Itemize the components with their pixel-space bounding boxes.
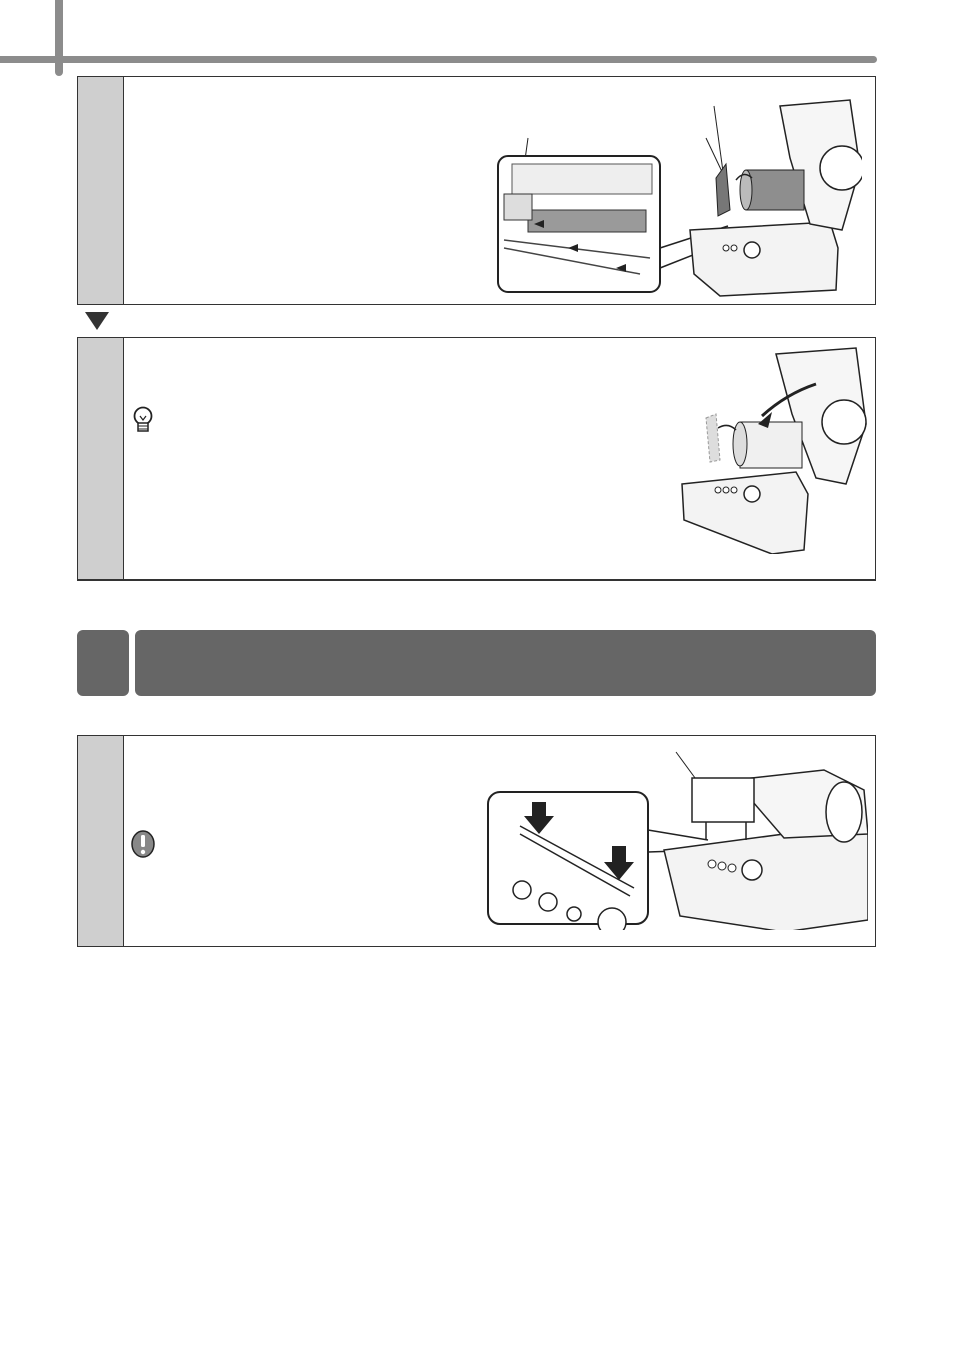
label-tray-attach-illustration xyxy=(484,750,868,930)
step-number-bar-2 xyxy=(78,338,124,579)
header-rule xyxy=(0,56,877,63)
step-number-bar-1 xyxy=(78,77,124,304)
printer-close-cover-illustration xyxy=(676,344,870,554)
exclamation-icon xyxy=(130,829,156,859)
header-margin-rule xyxy=(55,0,63,76)
step-number-bar-3 xyxy=(78,736,124,946)
down-triangle-icon xyxy=(85,312,109,330)
section-number-tab xyxy=(77,630,129,696)
printer-roll-install-illustration xyxy=(490,98,862,298)
lightbulb-icon xyxy=(132,405,154,435)
section-heading-bar xyxy=(135,630,876,696)
